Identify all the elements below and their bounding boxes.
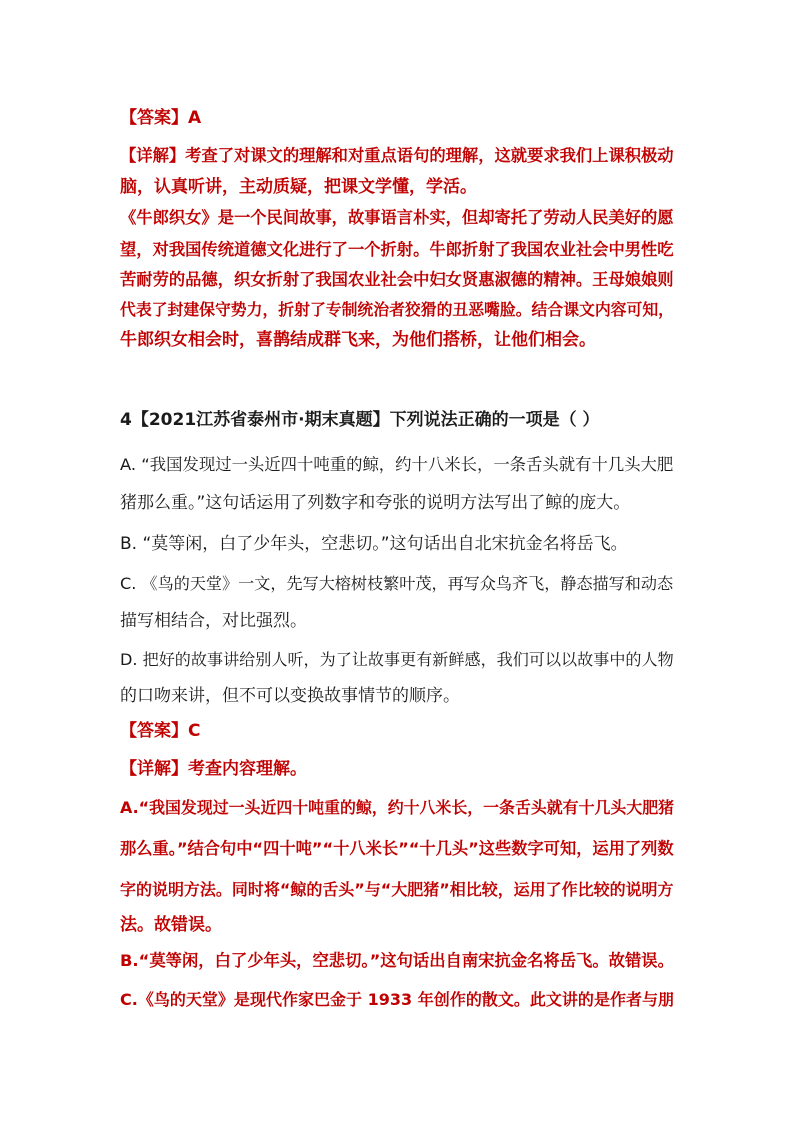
option-d: D. 把好的故事讲给别人听，为了让故事更有新鲜感，我们可以以故事中的人物 bbox=[120, 650, 674, 669]
answer-line bbox=[120, 719, 200, 743]
question-text: 下列说法正确的一项是（ ） bbox=[389, 410, 600, 430]
question-stem bbox=[120, 408, 600, 432]
analysis-line: 牛郎织女相会时，喜鹊结成群飞来，为他们搭桥，让他们相会。 bbox=[120, 330, 596, 350]
option-d-cont: 的口吻来讲，但不可以变换故事情节的顺序。 bbox=[120, 686, 460, 706]
detail-text: 考查了对课文的理解和对重点语句的理解，这就要求我们上课积极动 bbox=[185, 146, 674, 165]
answer-value: A bbox=[188, 108, 202, 128]
analysis-line: 望，对我国传统道德文化进行了一个折射。牛郎折射了我国农业社会中男性吃 bbox=[120, 240, 674, 259]
question-source: 【2021江苏省泰州市·期末真题】 bbox=[131, 410, 390, 430]
analysis-line: 苦耐劳的品德，织女折射了我国农业社会中妇女贤惠淑德的精神。王母娘娘则 bbox=[120, 270, 674, 289]
detail-tag: 【详解】 bbox=[120, 759, 188, 779]
option-c-cont: 描写相结合，对比强烈。 bbox=[120, 611, 307, 631]
explain-line: A.“我国发现过一头近四十吨重的鲸，约十八米长，一条舌头就有十几头大肥猪 bbox=[120, 798, 675, 817]
analysis-line: 代表了封建保守势力，折射了专制统治者狡猾的丑恶嘴脸。结合课文内容可知， bbox=[120, 300, 674, 319]
detail-text-line: 脑，认真听讲，主动质疑，把课文学懂，学活。 bbox=[120, 177, 477, 197]
option-a-cont: 猪那么重。”这句话运用了列数字和夸张的说明方法写出了鲸的庞大。 bbox=[120, 493, 631, 513]
option-b: B. “莫等闲，白了少年头，空悲切。”这句话出自北宋抗金名将岳飞。 bbox=[120, 534, 628, 554]
detail-line bbox=[120, 144, 674, 168]
answer-line bbox=[120, 106, 201, 130]
answer-tag: 【答案】 bbox=[120, 108, 188, 128]
explain-line: 法。故错误。 bbox=[120, 915, 222, 935]
question-number: 4 bbox=[120, 410, 132, 430]
option-c: C. 《鸟的天堂》一文，先写大榕树枝繁叶茂，再写众鸟齐飞，静态描写和动态 bbox=[120, 574, 674, 593]
answer-tag: 【答案】 bbox=[120, 721, 188, 741]
option-a: A. “我国发现过一头近四十吨重的鲸，约十八米长，一条舌头就有十几头大肥 bbox=[120, 455, 674, 474]
detail-line bbox=[120, 757, 307, 781]
detail-text: 考查内容理解。 bbox=[188, 759, 307, 779]
explain-line: 字的说明方法。同时将“鲸的舌头”与“大肥猪”相比较，运用了作比较的说明方 bbox=[120, 880, 674, 899]
explain-line: C.《鸟的天堂》是现代作家巴金于 1933 年创作的散文。此文讲的是作者与朋 bbox=[120, 990, 675, 1009]
analysis-line: 《牛郎织女》是一个民间故事，故事语言朴实，但却寄托了劳动人民美好的愿 bbox=[120, 208, 674, 227]
detail-tag: 【详解】 bbox=[120, 146, 186, 165]
answer-value: C bbox=[188, 721, 201, 741]
explain-line: 那么重。”结合句中“四十吨”“十八米长”“十几头”这些数字可知，运用了列数 bbox=[120, 839, 674, 858]
explain-line: B.“莫等闲，白了少年头，空悲切。”这句话出自南宋抗金名将岳飞。故错误。 bbox=[120, 951, 674, 970]
